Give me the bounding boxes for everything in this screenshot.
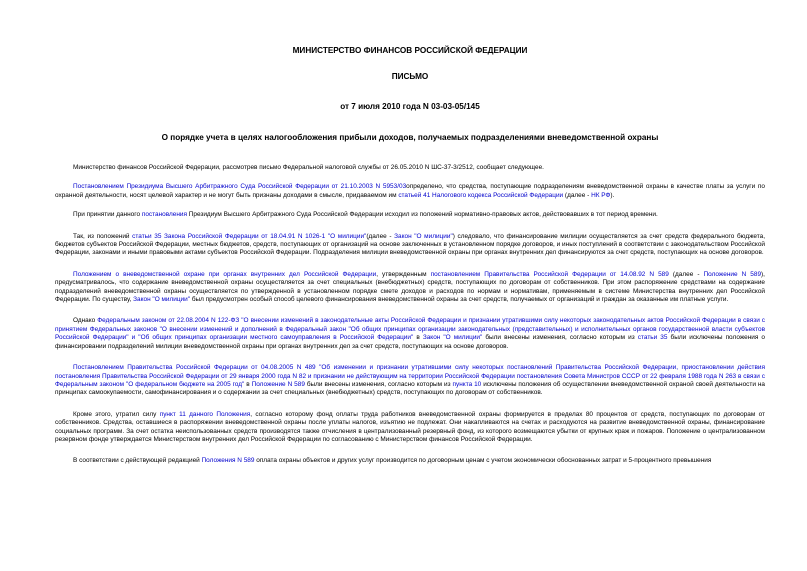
document-body [55, 164, 765, 466]
paragraph-text: В соответствии с действующей редакцией [73, 457, 202, 465]
document-link[interactable]: Закон "О милиции" [133, 296, 191, 304]
paragraph-8 [55, 411, 765, 445]
paragraph-5 [55, 271, 765, 305]
paragraph-1 [55, 164, 765, 172]
paragraph-text: оплата охраны объектов и других услуг производится по договорным ценам с учетом экономически обоснованных затрат и 5-процентного превышения [254, 457, 712, 465]
paragraph-9 [55, 457, 765, 465]
document-link[interactable]: Постановлением Президиума Высшего Арбитражного Суда Российской Федерации от 21.10.2003 N 5953/03 [73, 183, 407, 191]
document-link[interactable]: Положением о вневедомственной охране при органах внутренних дел Российской Федерации [73, 270, 377, 278]
document-type-heading: ПИСЬМО [391, 72, 429, 81]
document-link[interactable]: постановления [141, 211, 187, 219]
paragraph-2 [55, 183, 765, 200]
paragraph-text: были внесены изменения, согласно которым из [482, 334, 638, 342]
paragraph-text: , утвержденным [376, 270, 431, 278]
paragraph-4 [55, 233, 765, 258]
paragraph-3 [55, 211, 765, 219]
paragraph-text: ), предусматривалось, что содержание вневедомственной охраны осуществляется за счет специальных (внебюджетных) средств, поступающих по договорам от собственников. При этом распоряжение средствами на содержание подразделений вневедомственной охраны осуществляется по утвержденной в установленном порядке смете доходов и расходов по нормам и нормативам, применяемым в системе Министерства внутренних дел Российской Федерации. По существу, [55, 270, 765, 304]
document-link[interactable]: Закон "О милиции" [422, 334, 483, 342]
paragraph-text: был предусмотрен особый способ целевого финансирования вневедомственной охраны за счет средств, получаемых от организаций и граждан за оказанные им платные услуги. [190, 296, 729, 304]
document-link[interactable]: статьи 35 [637, 334, 668, 342]
document-link[interactable]: статьи 35 Закона Российской Федерации от 18.04.91 N 1026-1 "О милиции" [132, 232, 367, 240]
paragraph-text: были исключены положения о финансировании подразделений милиции вневедомственной охраны при органах внутренних дел за счет средств, поступающих на основе договоров. [55, 334, 765, 350]
paragraph-text: (далее - [366, 232, 395, 240]
document-link[interactable]: Положение N 589 [703, 270, 762, 278]
paragraph-text: в [244, 380, 252, 388]
paragraph-text: исключены положения об осуществлении вневедомственной охраной своей деятельности на принципах самоокупаемости, самофинансирования и о содержании за счет специальных (внебюджетных) средств, поступающих по договорам от собственников. [55, 380, 766, 397]
paragraph-text: Однако [73, 317, 98, 325]
paragraph-text: При принятии данного [73, 211, 142, 219]
paragraph-6 [55, 317, 765, 351]
paragraph-text: Министерство финансов Российской Федерации, рассмотрев письмо Федеральной налоговой службы от 26.05.2010 N ШС-37-3/2512, сообщает следующее. [73, 164, 544, 171]
paragraph-text: были внесены изменения, согласно которым из [304, 380, 453, 388]
paragraph-text: Президиум Высшего Арбитражного Суда Российской Федерации исходил из положений нормативно-правовых актов, действовавших в тот период времени. [186, 211, 658, 219]
document-link[interactable]: Положение N 589 [251, 380, 305, 388]
document-date-number: от 7 июля 2010 года N 03-03-05/145 [340, 102, 480, 111]
document-link[interactable]: пункт 11 данного Положения [159, 410, 251, 418]
paragraph-text: (далее - [563, 191, 592, 199]
paragraph-text: , согласно которому фонд оплаты труда работников вневедомственной охраны формируется в пределах 80 процентов от средств, поступающих по договорам от собственников. Средства, оставшиеся в распоряжении вневедомственной охраны после уплаты налогов, изъятию не подлежат. Они накапливаются на счетах и расходуются на развитие вневедомственной охраны, финансирование социальных программ. За счет остатка неиспользованных средств производятся также отчисления в централизованный резервный фонд, из которого возмещаются убытки от крупных краж и пожаров. Положение о централизованном резервном фонде утверждается Министерством внутренних дел Российской Федерации по согласованию с Министерством финансов Российской Федерации. [55, 410, 765, 443]
document-link[interactable]: пункта 10 [452, 380, 482, 388]
document-link[interactable]: постановлением Правительства Российской Федерации от 14.08.92 N 589 [430, 270, 669, 278]
document-link[interactable]: Постановлением Правительства Российской Федерации от 04.08.2005 N 489 "Об изменении и признании утратившими силу некоторых постановлений Правительства Российской Федерации, приостановлении действия постановления Правительства Российской Федерации от 29 января 2000 года N 82 и признании не действующим на территории Российской Федерации постановления Совета Министров СССР от 22 февраля 1988 года N 263 в связи с Федеральным законом "О федеральном бюджете на 2005 год" [55, 364, 765, 388]
paragraph-text: Так, из положений [73, 232, 133, 240]
paragraph-text: ). [610, 191, 615, 199]
paragraph-7 [55, 364, 765, 398]
paragraph-text: (далее - [668, 270, 704, 278]
paragraph-text: Кроме этого, утратил силу [73, 410, 160, 418]
document-subject: О порядке учета в целях налогообложения прибыли доходов, получаемых подразделениями вневедомственной охраны [161, 133, 659, 142]
paragraph-text: ) следовало, что финансирование милиции осуществляется за счет средств федерального бюджета, бюджетов субъектов Российской Федерации, местных бюджетов, средств, поступающих от организаций на основе заключенных в установленном порядке договоров, и иных поступлений в соответствии с законодательством Российской Федерации, законами и иными правовыми актами субъектов Российской Федерации. Подразделения милиции вневедомственной охраны при органах внутренних дел финансируются за счет средств, поступающих на основе договоров. [55, 232, 766, 257]
document-link[interactable]: Закон "О милиции" [394, 232, 453, 240]
document-link[interactable]: статьей 41 Налогового кодекса Российской Федерации [398, 191, 564, 199]
paragraph-text: в [413, 334, 423, 342]
document-link[interactable]: НК РФ [591, 191, 611, 199]
document-link[interactable]: Федеральным законом от 22.08.2004 N 122-ФЗ "О внесении изменений в законодательные акты Российской Федерации и признании утратившими силу некоторых законодательных актов Российской Федерации в связи с принятием Федеральных законов "О внесении изменений и дополнений в Федеральный закон "Об общих принципах организации законодательных (представительных) и исполнительных органов государственной власти субъектов Российской Федерации" и "Об общих принципах организации местного самоуправления в Российской Федерации" [55, 317, 766, 342]
paragraph-text: определено, что средства, поступающие подразделениям вневедомственной охраны в качестве платы за услуги по охранной деятельности, носят целевой характер и не могут быть признаны доходами в смысле, придаваемом им [55, 183, 765, 199]
document-link[interactable]: Положения N 589 [201, 457, 255, 465]
ministry-heading: МИНИСТЕРСТВО ФИНАНСОВ РОССИЙСКОЙ ФЕДЕРАЦИИ [292, 46, 528, 55]
